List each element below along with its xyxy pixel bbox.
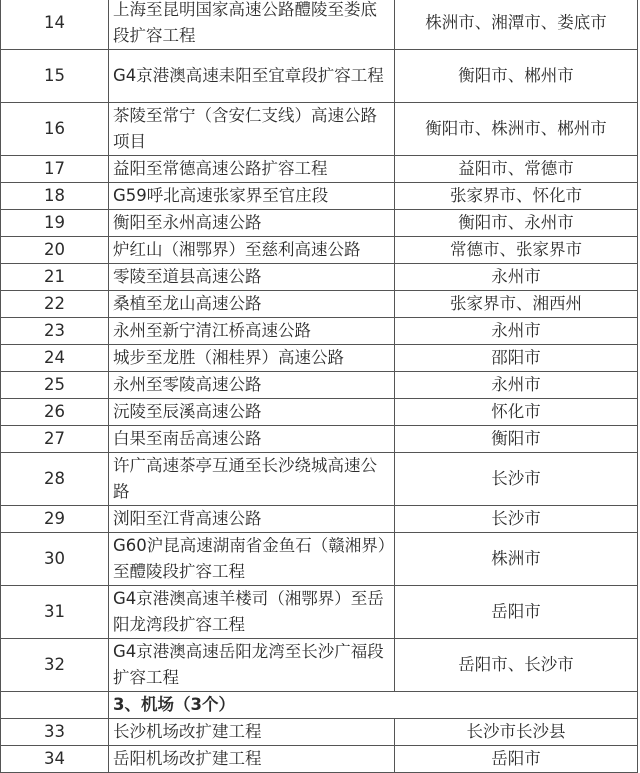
section-row [1, 692, 638, 719]
project-name: 岳阳机场改扩建工程 [109, 746, 395, 773]
table-row [1, 533, 638, 586]
section-heading: 3、机场（3个） [109, 692, 638, 719]
row-number: 25 [1, 372, 109, 399]
row-number: 14 [1, 0, 109, 50]
row-number: 31 [1, 586, 109, 639]
row-number: 23 [1, 318, 109, 345]
project-location: 永州市 [395, 318, 638, 345]
table-row [1, 453, 638, 506]
project-location: 张家界市、湘西州 [395, 291, 638, 318]
table-row [1, 426, 638, 453]
project-location: 长沙市 [395, 506, 638, 533]
project-name: G4京港澳高速岳阳龙湾至长沙广福段扩容工程 [109, 639, 395, 692]
table-row [1, 639, 638, 692]
project-location: 衡阳市、株洲市、郴州市 [395, 103, 638, 156]
project-location: 长沙市长沙县 [395, 719, 638, 746]
project-name: 白果至南岳高速公路 [109, 426, 395, 453]
row-number: 27 [1, 426, 109, 453]
table-row [1, 103, 638, 156]
table-row [1, 210, 638, 237]
row-number: 28 [1, 453, 109, 506]
table-row [1, 372, 638, 399]
project-location: 衡阳市、永州市 [395, 210, 638, 237]
row-number: 24 [1, 345, 109, 372]
project-name: 零陵至道县高速公路 [109, 264, 395, 291]
table-row [1, 399, 638, 426]
project-name: 永州至零陵高速公路 [109, 372, 395, 399]
row-number: 34 [1, 746, 109, 773]
project-name: 益阳至常德高速公路扩容工程 [109, 156, 395, 183]
project-name: 浏阳至江背高速公路 [109, 506, 395, 533]
project-location: 张家界市、怀化市 [395, 183, 638, 210]
project-name: G59呼北高速张家界至官庄段 [109, 183, 395, 210]
project-location: 永州市 [395, 264, 638, 291]
row-number: 19 [1, 210, 109, 237]
row-number: 16 [1, 103, 109, 156]
project-location: 常德市、张家界市 [395, 237, 638, 264]
table-row [1, 746, 638, 773]
project-name: 桑植至龙山高速公路 [109, 291, 395, 318]
project-location: 株洲市、湘潭市、娄底市 [395, 0, 638, 50]
project-location: 长沙市 [395, 453, 638, 506]
table-row [1, 719, 638, 746]
row-number: 17 [1, 156, 109, 183]
project-location: 衡阳市 [395, 426, 638, 453]
table-row [1, 156, 638, 183]
table-row [1, 183, 638, 210]
project-location: 岳阳市 [395, 746, 638, 773]
row-number: 15 [1, 50, 109, 103]
project-name: 上海至昆明国家高速公路醴陵至娄底段扩容工程 [109, 0, 395, 50]
project-location: 岳阳市、长沙市 [395, 639, 638, 692]
row-number: 30 [1, 533, 109, 586]
row-number: 18 [1, 183, 109, 210]
row-number: 33 [1, 719, 109, 746]
project-name: 城步至龙胜（湘桂界）高速公路 [109, 345, 395, 372]
project-location: 怀化市 [395, 399, 638, 426]
project-name: 长沙机场改扩建工程 [109, 719, 395, 746]
row-number: 21 [1, 264, 109, 291]
table-row [1, 264, 638, 291]
project-name: G4京港澳高速羊楼司（湘鄂界）至岳阳龙湾段扩容工程 [109, 586, 395, 639]
row-number: 32 [1, 639, 109, 692]
table-row [1, 506, 638, 533]
row-number: 22 [1, 291, 109, 318]
row-number: 26 [1, 399, 109, 426]
table-row [1, 291, 638, 318]
project-location: 株洲市 [395, 533, 638, 586]
project-name: 衡阳至永州高速公路 [109, 210, 395, 237]
project-name: 永州至新宁清江桥高速公路 [109, 318, 395, 345]
table-row [1, 50, 638, 103]
row-number: 29 [1, 506, 109, 533]
project-name: 茶陵至常宁（含安仁支线）高速公路项目 [109, 103, 395, 156]
table-row [1, 345, 638, 372]
project-location: 衡阳市、郴州市 [395, 50, 638, 103]
project-name: 许广高速茶亭互通至长沙绕城高速公路 [109, 453, 395, 506]
project-name: G4京港澳高速耒阳至宜章段扩容工程 [109, 50, 395, 103]
project-location: 永州市 [395, 372, 638, 399]
project-location: 岳阳市 [395, 586, 638, 639]
section-empty-cell [1, 692, 109, 719]
project-location: 邵阳市 [395, 345, 638, 372]
project-name: 沅陵至辰溪高速公路 [109, 399, 395, 426]
table-row [1, 0, 638, 50]
row-number: 20 [1, 237, 109, 264]
table-row [1, 237, 638, 264]
project-location: 益阳市、常德市 [395, 156, 638, 183]
project-name: G60沪昆高速湖南省金鱼石（赣湘界）至醴陵段扩容工程 [109, 533, 395, 586]
project-name: 炉红山（湘鄂界）至慈利高速公路 [109, 237, 395, 264]
table-row [1, 586, 638, 639]
table-row [1, 318, 638, 345]
